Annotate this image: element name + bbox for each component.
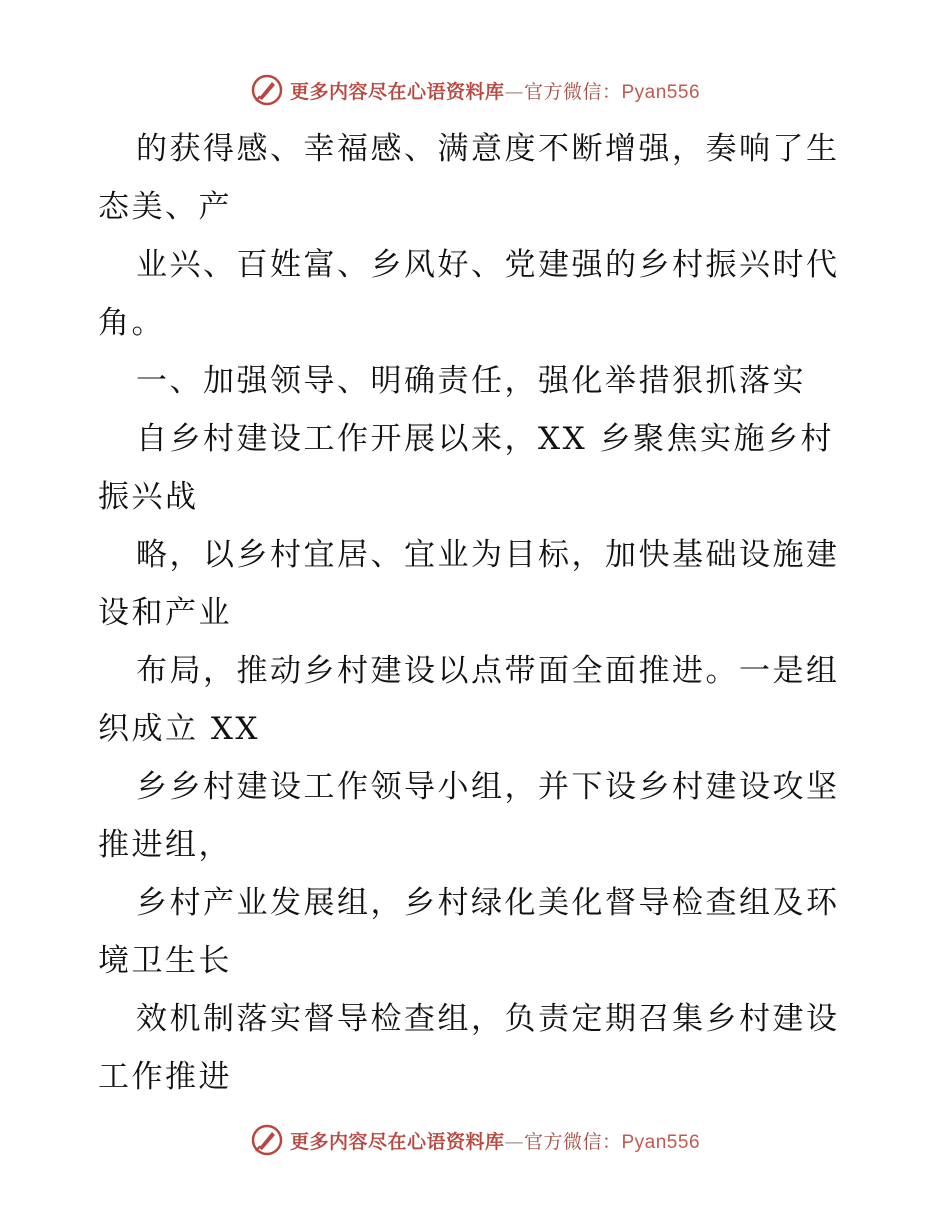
text-line: 自乡村建设工作开展以来，XX 乡聚焦实施乡村 bbox=[136, 421, 834, 457]
document-body bbox=[98, 120, 858, 1106]
text-line: 工作推进 bbox=[98, 1059, 232, 1095]
text-line: 略，以乡村宜居、宜业为目标，加快基础设施建 bbox=[136, 537, 840, 573]
text-line: 的获得感、幸福感、满意度不断增强，奏响了生 bbox=[136, 131, 840, 167]
text-line: 设和产业 bbox=[98, 595, 232, 631]
text-line: 织成立 XX bbox=[98, 711, 260, 747]
text-line: 布局，推动乡村建设以点带面全面推进。一是组 bbox=[136, 653, 840, 689]
text-line: 乡村产业发展组，乡村绿化美化督导检查组及环 bbox=[136, 885, 840, 921]
text-line: 角。 bbox=[98, 305, 165, 341]
text-line: 推进组， bbox=[98, 827, 232, 863]
text-line: 态美、产 bbox=[98, 189, 232, 225]
text-line: 乡乡村建设工作领导小组，并下设乡村建设攻坚 bbox=[136, 769, 840, 805]
header-watermark bbox=[0, 70, 950, 110]
text-line: 一、加强领导、明确责任，强化举措狠抓落实 bbox=[136, 363, 806, 399]
watermark-text: 更多内容尽在心语资料库—官方微信：Pyan556 bbox=[289, 80, 701, 103]
quill-logo-icon bbox=[250, 73, 284, 107]
text-line: 振兴战 bbox=[98, 479, 199, 515]
text-line: 业兴、百姓富、乡风好、党建强的乡村振兴时代 bbox=[136, 247, 840, 283]
footer-watermark bbox=[0, 1120, 950, 1160]
watermark-text: 更多内容尽在心语资料库—官方微信：Pyan556 bbox=[289, 1130, 701, 1153]
quill-logo-icon bbox=[250, 1123, 284, 1157]
text-line: 效机制落实督导检查组，负责定期召集乡村建设 bbox=[136, 1001, 840, 1037]
text-line: 境卫生长 bbox=[98, 943, 232, 979]
